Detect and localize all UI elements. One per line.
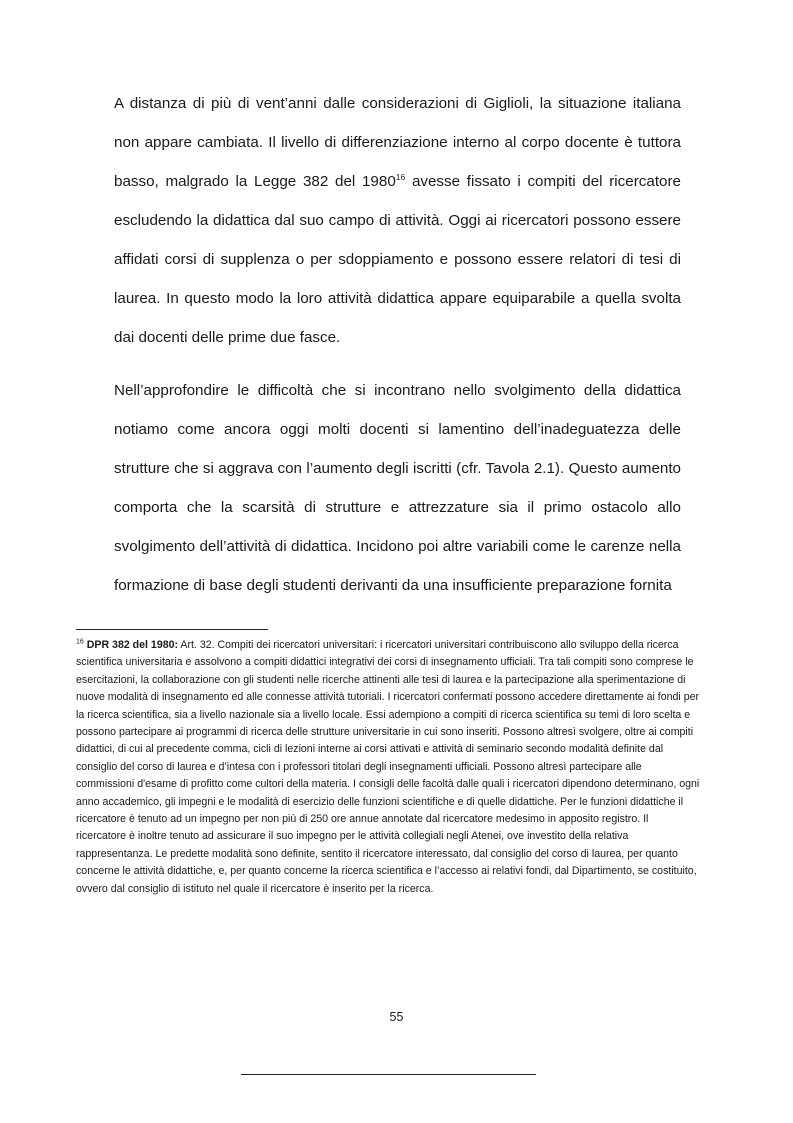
paragraph-1-text-after-ref: avesse fissato i compiti del ricercatore escludendo la didattica dal suo campo di attività. Oggi ai ricercatori possono essere affidati corsi di supplenza o per sdoppiamento e possono essere relatori di tesi di laurea. In questo modo la loro attività didattica appare equiparabile a quella svolta dai docenti delle prime due fasce. [114, 173, 681, 346]
footnote-number: 16 [76, 638, 84, 646]
bottom-divider [241, 1074, 536, 1075]
footnote-16 [76, 637, 700, 898]
footnote-text: Art. 32. Compiti dei ricercatori universitari: i ricercatori universitari contribuiscono allo sviluppo della ricerca scientifica universitaria e assolvono a compiti didattici integrativi dei corsi di insegnamento ufficiali. Tra tali compiti sono comprese le esercitazioni, la collaborazione con gli studenti nelle ricerche attinenti alle tesi di laurea e la partecipazione alla sperimentazione di nuove modalità di insegnamento ed alle connesse attività tutoriali. I ricercatori confermati possono accedere direttamente ai fondi per la ricerca scientifica, sia a livello nazionale sia a livello locale. Essi adempiono a compiti di ricerca scientifica su temi di loro scelta e possono partecipare ai programmi di ricerca delle strutture universitarie in cui sono inseriti. Possono altresì svolgere, oltre ai compiti didattici, di cui al precedente comma, cicli di lezioni interne ai corsi attivati e attività di seminario secondo modalità definite dal consiglio del corso di laurea e d’intesa con i professori titolari degli insegnamenti ufficiali. Possono altresì partecipare alle commissioni d'esame di profitto come cultori della materia. I consigli delle facoltà dalle quali i ricercatori dipendono determinano, ogni anno accademico, gli impegni e le modalità di esercizio delle funzioni scientifiche e di quelle didattiche. Per le funzioni didattiche il ricercatore è tenuto ad un impegno per non più di 250 ore annue annotate dal ricercatore medesimo in apposito registro. Il ricercatore è inoltre tenuto ad assicurare il suo impegno per le attività collegiali negli Atenei, ove investito della relativa rappresentanza. Le predette modalità sono definite, sentito il ricercatore interessato, dal consiglio del corso di laurea, per quanto concerne le attività didattiche, e, per quanto concerne la ricerca scientifica e l’accesso ai relativi fondi, dal Dipartimento, se costituito, ovvero dal consiglio di istituto nel quale il ricercatore è inserito per la ricerca. [76, 639, 700, 895]
paragraph-1-text-before-ref: A distanza di più di vent’anni dalle considerazioni di Giglioli, la situazione italiana non appare cambiata. Il livello di differenziazione interno al corpo docente è tuttora basso, malgrado la Legge 382 del 1980 [114, 95, 681, 190]
footnote-separator [76, 629, 268, 630]
body-paragraph-1 [114, 84, 681, 357]
page-number: 55 [389, 1010, 404, 1024]
footnote-title: DPR 382 del 1980: [86, 639, 179, 651]
body-paragraph-2: Nell’approfondire le difficoltà che si incontrano nello svolgimento della didattica notiamo come ancora oggi molti docenti si lamentino dell’inadeguatezza delle strutture che si aggrava con l’aumento degli iscritti (cfr. Tavola 2.1). Questo aumento comporta che la scarsità di strutture e attrezzature sia il primo ostacolo allo svolgimento dell’attività di didattica. Incidono poi altre variabili come le carenze nella formazione di base degli studenti derivanti da una insufficiente preparazione fornita [114, 382, 681, 594]
footnote-reference-16[interactable]: 16 [395, 171, 406, 182]
